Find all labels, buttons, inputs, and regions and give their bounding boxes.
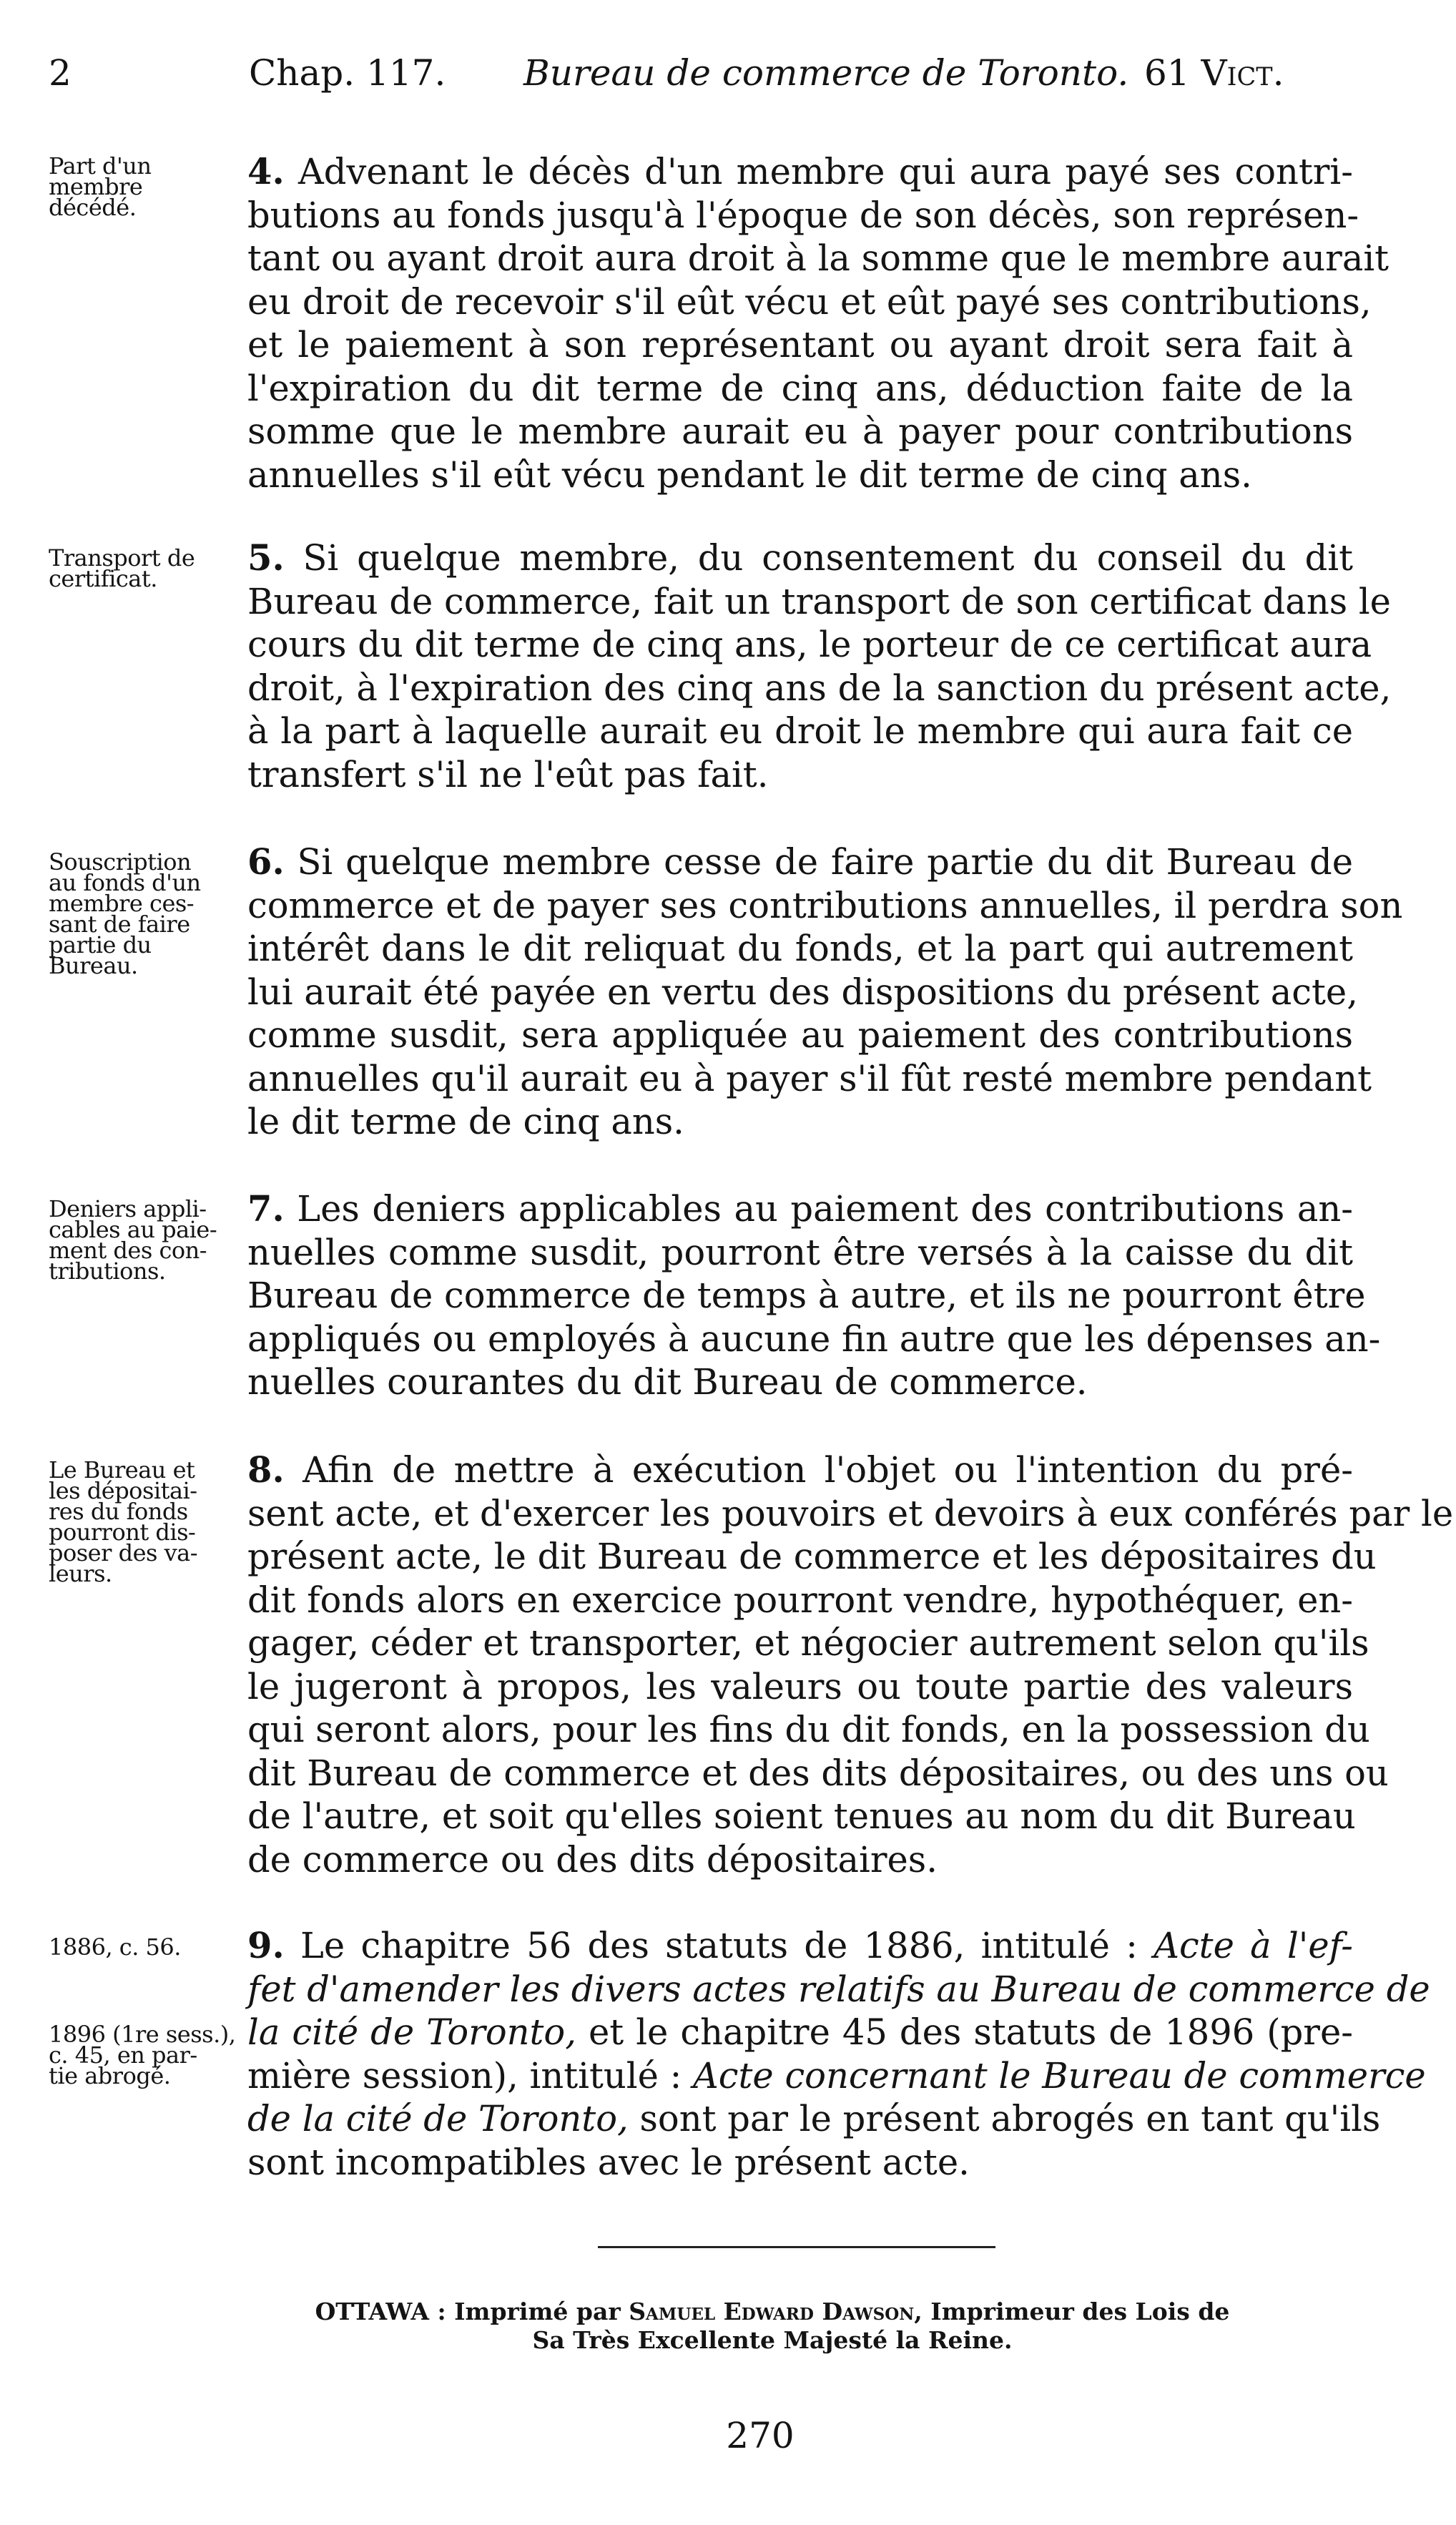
- margin-note-line: leurs.: [49, 1560, 112, 1587]
- margin-note: [49, 544, 242, 592]
- text-line: droit, à l'expiration des cinq ans de la sanction du présent acte,: [247, 667, 1392, 709]
- margin-note-line: pourront dis-: [49, 1519, 196, 1546]
- text-span: Les deniers applicables au paiement des contributions an-: [297, 1188, 1353, 1230]
- text-line: commerce et de payer ses contributions annuelles, il perdra son: [247, 884, 1403, 926]
- section-number: 8.: [247, 1449, 285, 1491]
- imprint: [236, 2298, 1309, 2355]
- margin-note-line: membre: [49, 173, 143, 200]
- section-number: 5.: [247, 537, 285, 579]
- text-span: Le chapitre 56 des statuts de 1886, intitulé :: [300, 1925, 1138, 1966]
- printer-name: Samuel Edward Dawson: [629, 2298, 915, 2325]
- section-text: [247, 1924, 1430, 2184]
- text-line: gager, céder et transporter, et négocier autrement selon qu'ils: [247, 1622, 1369, 1664]
- margin-note-line: tributions.: [49, 1257, 166, 1285]
- text-line: butions au fonds jusqu'à l'époque de son décès, son représen-: [247, 194, 1359, 236]
- text-line: sent acte, et d'exercer les pouvoirs et devoirs à eux conférés par le: [247, 1492, 1454, 1534]
- imprint-text: , Imprimeur des Lois de: [914, 2298, 1230, 2325]
- imprint-line: Sa Très Excellente Majesté la Reine.: [532, 2326, 1013, 2354]
- margin-note-line: sant de faire: [49, 911, 190, 938]
- section-text: [247, 1187, 1381, 1404]
- text-line: [247, 2054, 1426, 2098]
- margin-note: [49, 1195, 242, 1285]
- text-line: eu droit de recevoir s'il eût vécu et eût payé ses contributions,: [247, 280, 1372, 323]
- text-line: le jugeront à propos, les valeurs ou toute partie des valeurs: [247, 1665, 1353, 1707]
- margin-note: [49, 848, 242, 979]
- margin-note: [49, 1456, 242, 1587]
- text-line: tant ou ayant droit aura droit à la somme que le membre aurait: [247, 237, 1389, 279]
- margin-note-line: cables au paie-: [49, 1216, 217, 1243]
- margin-note-line: décédé.: [49, 194, 137, 221]
- section-number: 7.: [247, 1188, 285, 1230]
- text-line: intérêt dans le dit reliquat du fonds, et la part qui autrement: [247, 928, 1353, 969]
- text-line: sont incompatibles avec le présent acte.: [247, 2141, 970, 2183]
- margin-note-line: Deniers appli-: [49, 1195, 207, 1222]
- margin-note-line: 1896 (1re sess.),: [49, 2021, 236, 2048]
- text-line: comme susdit, sera appliquée au paiement des contributions: [247, 1014, 1353, 1056]
- text-span: Si quelque membre cesse de faire partie du dit Bureau de: [297, 841, 1353, 883]
- text-span: mière session), intitulé :: [247, 2054, 682, 2097]
- header-title: Bureau de commerce de Toronto.: [523, 52, 1129, 94]
- margin-note-1886: 1886, c. 56.: [49, 1933, 181, 1961]
- text-line: [247, 840, 1353, 884]
- text-line: dit fonds alors en exercice pourront vendre, hypothéquer, en-: [247, 1579, 1353, 1621]
- act-title-italic: Acte concernant le Bureau de commerce: [693, 2054, 1426, 2097]
- margin-note-line: c. 45, en par-: [49, 2041, 197, 2069]
- section-text: [247, 840, 1403, 1144]
- section-text: [247, 536, 1392, 796]
- act-title-italic: de la cité de Toronto,: [247, 2098, 629, 2139]
- text-line: appliqués ou employés à aucune fin autre que les dépenses an-: [247, 1318, 1381, 1360]
- section-number: 6.: [247, 841, 285, 883]
- text-line: à la part à laquelle aurait eu droit le membre qui aura fait ce: [247, 710, 1353, 752]
- text-span: Afin de mettre à exécution l'objet ou l'intention du pré-: [302, 1449, 1353, 1491]
- section-text: [247, 1448, 1454, 1881]
- text-line: dit Bureau de commerce et des dits dépositaires, ou des uns ou: [247, 1752, 1389, 1794]
- act-title-italic: Acte à l'ef-: [1154, 1925, 1353, 1966]
- text-span: sont par le présent abrogés en tant qu'ils: [639, 2098, 1381, 2139]
- imprint-line: [236, 2298, 1309, 2326]
- margin-note-line: ment des con-: [49, 1237, 207, 1264]
- text-line: nuelles comme susdit, pourront être versés à la caisse du dit: [247, 1231, 1353, 1273]
- text-line: lui aurait été payée en vertu des dispositions du présent acte,: [247, 971, 1358, 1013]
- margin-note-line: tie abrogé.: [49, 2062, 171, 2089]
- header-chapter: Chap. 117.: [249, 52, 446, 94]
- header-page-number: 2: [49, 52, 72, 94]
- section-text: [247, 150, 1389, 496]
- text-line: [247, 536, 1353, 580]
- act-title-italic: fet d'amender les divers actes relatifs au Bureau de commerce de: [247, 1968, 1430, 2010]
- text-line: Bureau de commerce de temps à autre, et ils ne pourront être: [247, 1275, 1366, 1316]
- text-span: Advenant le décès d'un membre qui aura payé ses contri-: [298, 151, 1353, 192]
- header-regnal-year: 61 Vict.: [1144, 52, 1284, 94]
- margin-note-line: les dépositai-: [49, 1477, 197, 1504]
- text-line: le dit terme de cinq ans.: [247, 1101, 684, 1142]
- text-line: transfert s'il ne l'eût pas fait.: [247, 753, 769, 795]
- text-line: [247, 2097, 1381, 2141]
- margin-note-line: Bureau.: [49, 952, 138, 979]
- margin-note-1896: [49, 2021, 242, 2089]
- margin-note: [49, 152, 242, 221]
- text-span: et le chapitre 45 des statuts de 1896 (pre-: [588, 2011, 1353, 2053]
- text-span: Si quelque membre, du consentement du conseil du dit: [302, 537, 1353, 579]
- text-line: de commerce ou des dits dépositaires.: [247, 1838, 938, 1881]
- divider-rule: [598, 2246, 995, 2248]
- text-line: somme que le membre aurait eu à payer pour contributions: [247, 411, 1353, 452]
- margin-note-line: certificat.: [49, 565, 157, 592]
- text-line: [247, 1924, 1353, 1968]
- text-line: [247, 2011, 1353, 2054]
- text-line: présent acte, le dit Bureau de commerce et les dépositaires du: [247, 1536, 1377, 1577]
- margin-note-line: Part d'un: [49, 152, 152, 180]
- text-line: Bureau de commerce, fait un transport de son certificat dans le: [247, 580, 1391, 622]
- act-title-italic: la cité de Toronto,: [247, 2011, 576, 2053]
- margin-note-line: partie du: [49, 931, 152, 958]
- text-line: annuelles s'il eût vécu pendant le dit terme de cinq ans.: [247, 453, 1252, 496]
- footer-page-number: 270: [726, 2415, 795, 2456]
- text-line: [247, 1187, 1353, 1231]
- text-line: [247, 150, 1353, 194]
- text-line: l'expiration du dit terme de cinq ans, déduction faite de la: [247, 367, 1353, 409]
- text-line: qui seront alors, pour les fins du dit fonds, en la possession du: [247, 1709, 1370, 1750]
- section-number: 9.: [247, 1925, 285, 1966]
- section-number: 4.: [247, 151, 285, 192]
- text-line: annuelles qu'il aurait eu à payer s'il fût resté membre pendant: [247, 1057, 1372, 1099]
- margin-note-line: Transport de: [49, 544, 195, 572]
- text-line: nuelles courantes du dit Bureau de commerce.: [247, 1361, 1088, 1403]
- text-line: cours du dit terme de cinq ans, le porteur de ce certificat aura: [247, 624, 1372, 665]
- text-line: [247, 1448, 1353, 1492]
- margin-note-line: au fonds d'un: [49, 869, 201, 896]
- margin-note-line: membre ces-: [49, 890, 195, 917]
- margin-note-line: res du fonds: [49, 1498, 188, 1525]
- margin-note-line: Le Bureau et: [49, 1456, 195, 1484]
- text-line: de l'autre, et soit qu'elles soient tenues au nom du dit Bureau: [247, 1795, 1356, 1837]
- text-line: et le paiement à son représentant ou ayant droit sera fait à: [247, 324, 1353, 366]
- margin-note-line: Souscription: [49, 848, 192, 876]
- margin-note-line: poser des va-: [49, 1539, 198, 1567]
- imprint-text: OTTAWA : Imprimé par: [315, 2298, 621, 2325]
